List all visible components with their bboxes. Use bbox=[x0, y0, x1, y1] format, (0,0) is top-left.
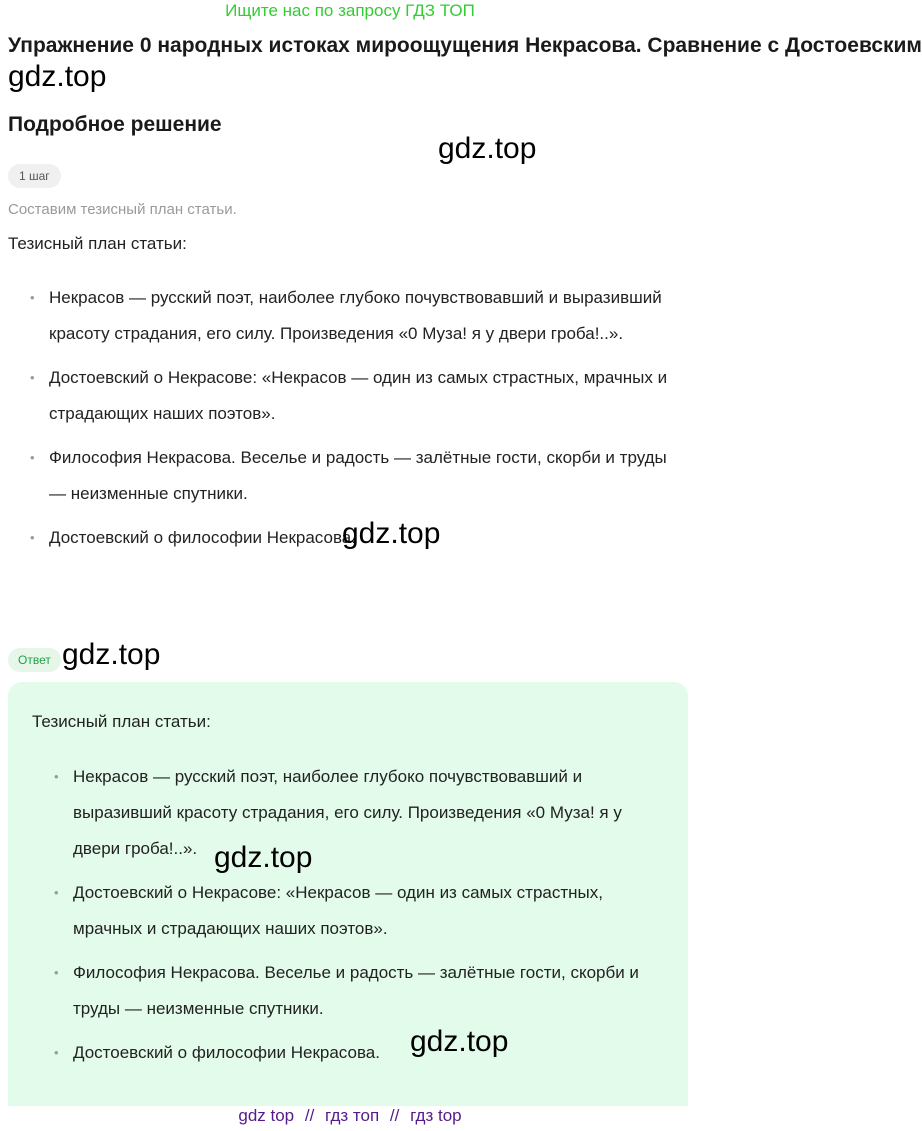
list-item: • Достоевский о Некрасове: «Некрасов — один из самых страстных, мрачных и страдающих наших поэтов». bbox=[32, 875, 672, 947]
list-item: • Некрасов — русский поэт, наиболее глубоко почувствовавший и выразивший красоту страдания, его силу. Произведения «0 Муза! я у двери гроба!..». bbox=[8, 280, 668, 352]
footer-link[interactable]: gdz top bbox=[238, 1106, 295, 1125]
top-banner: Ищите нас по запросу ГДЗ ТОП bbox=[225, 1, 475, 20]
list-item: • Некрасов — русский поэт, наиболее глубоко почувствовавший и выразивший красоту страдания, его силу. Произведения «0 Муза! я у двери гроба!..». bbox=[32, 759, 672, 867]
answer-badge: Ответ bbox=[8, 648, 61, 672]
footer-separator: // bbox=[304, 1106, 315, 1125]
plan-title: Тезисный план статьи: bbox=[8, 234, 187, 253]
list-item: • Философия Некрасова. Веселье и радость — залётные гости, скорби и труды — неизменные спутники. bbox=[8, 440, 668, 512]
watermark: gdz.top bbox=[342, 517, 441, 550]
footer-separator: // bbox=[389, 1106, 400, 1125]
watermark: gdz.top bbox=[410, 1025, 509, 1058]
solution-list bbox=[8, 280, 668, 564]
section-title: Подробное решение bbox=[8, 113, 222, 136]
watermark: gdz.top bbox=[438, 132, 537, 165]
list-item: • Философия Некрасова. Веселье и радость — залётные гости, скорби и труды — неизменные спутники. bbox=[32, 955, 672, 1027]
watermark: gdz.top bbox=[214, 841, 313, 874]
footer-link[interactable]: гдз top bbox=[410, 1106, 462, 1125]
list-item: • Достоевский о Некрасове: «Некрасов — один из самых страстных, мрачных и страдающих наших поэтов». bbox=[8, 360, 668, 432]
answer-intro: Тезисный план статьи: bbox=[32, 712, 211, 731]
list-item: • Достоевский о философии Некрасова. bbox=[32, 1035, 672, 1071]
list-item: • Достоевский о философии Некрасова. bbox=[8, 520, 668, 556]
footer bbox=[0, 1104, 700, 1128]
step-badge: 1 шаг bbox=[8, 164, 61, 188]
page-title: Упражнение 0 народных истоках мироощущения Некрасова. Сравнение с Достоевским bbox=[8, 34, 922, 57]
step-hint: Составим тезисный план статьи. bbox=[8, 201, 237, 218]
watermark: gdz.top bbox=[62, 638, 161, 671]
watermark: gdz.top bbox=[8, 60, 107, 93]
footer-link[interactable]: гдз топ bbox=[325, 1106, 380, 1125]
answer-list bbox=[32, 759, 672, 1079]
